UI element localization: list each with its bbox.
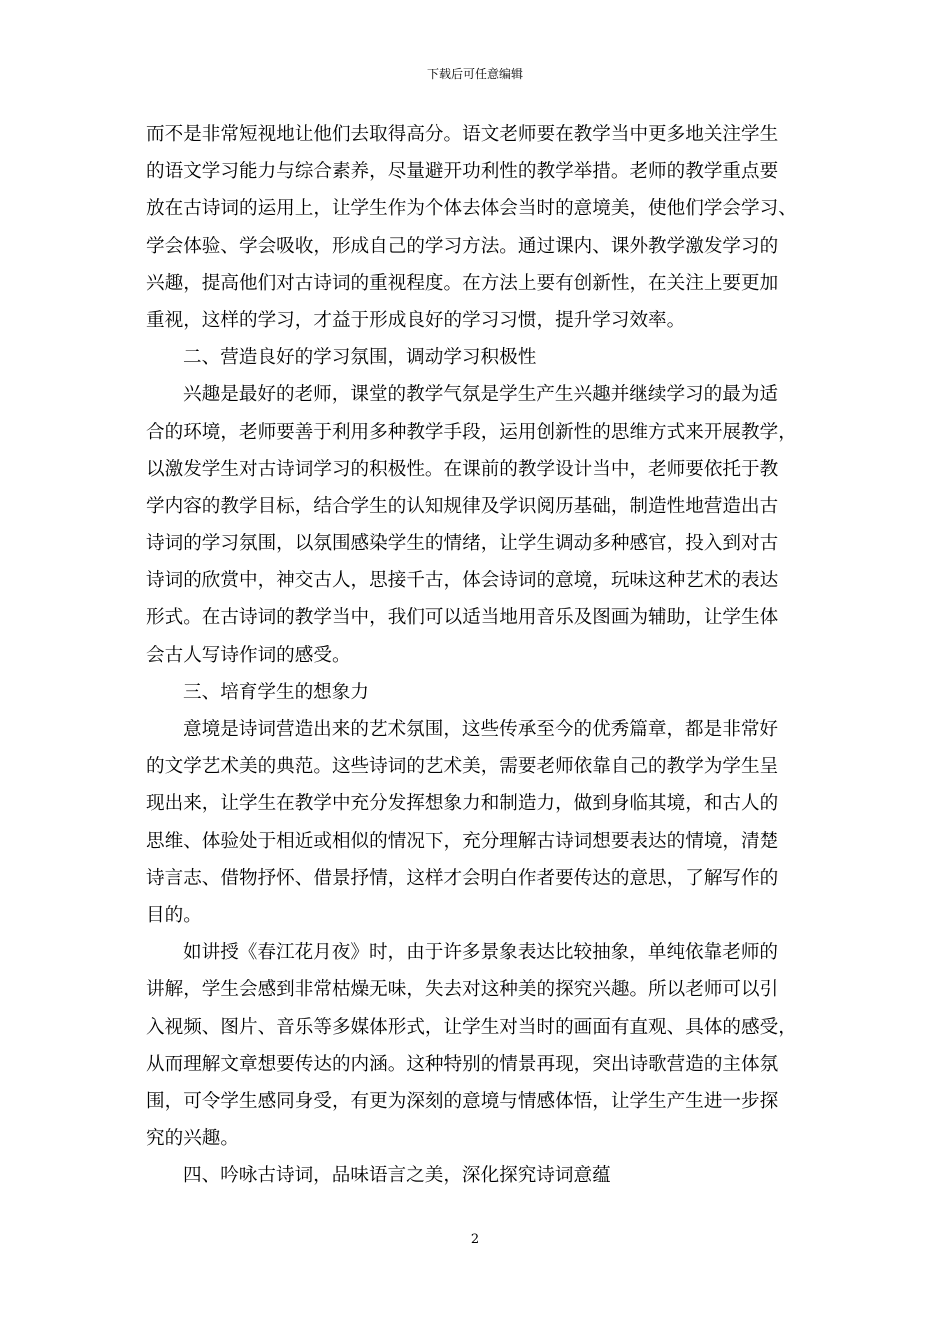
- body-line: 目的。: [146, 904, 202, 926]
- body-line: 究的兴趣。: [146, 1128, 239, 1150]
- page-number: 2: [470, 1232, 480, 1247]
- body-line: 意境是诗词营造出来的艺术氛围，这些传承至今的优秀篇章，都是非常好: [183, 719, 779, 740]
- body-line: 会古人写诗作词的感受。: [146, 644, 351, 666]
- body-line: 重视，这样的学习，才益于形成良好的学习习惯，提升学习效率。: [146, 309, 686, 331]
- body-line: 现出来，让学生在教学中充分发挥想象力和制造力，做到身临其境，和古人的: [146, 793, 779, 815]
- body-line: 围，可令学生感同身受，有更为深刻的意境与情感体悟，让学生产生进一步探: [146, 1090, 779, 1112]
- body-line: 学会体验、学会吸收，形成自己的学习方法。通过课内、课外教学激发学习的: [146, 235, 779, 257]
- body-line: 学内容的教学目标，结合学生的认知规律及学识阅历基础，制造性地营造出古: [146, 495, 779, 517]
- section-heading: 三、培育学生的想象力: [183, 681, 369, 703]
- body-line: 放在古诗词的运用上，让学生作为个体去体会当时的意境美，使他们学会学习、: [146, 198, 797, 220]
- body-line: 讲解，学生会感到非常枯燥无味，失去对这种美的探究兴趣。所以老师可以引: [146, 979, 779, 1001]
- body-line: 以激发学生对古诗词学习的积极性。在课前的教学设计当中，老师要依托于教: [146, 458, 779, 480]
- body-line: 形式。在古诗词的教学当中，我们可以适当地用音乐及图画为辅助，让学生体: [146, 607, 779, 629]
- body-line: 的语文学习能力与综合素养，尽量避开功利性的教学举措。老师的教学重点要: [146, 161, 779, 183]
- document-body: [146, 116, 806, 1194]
- body-line: 合的环境，老师要善于利用多种教学手段，运用创新性的思维方式来开展教学，: [146, 421, 797, 443]
- body-line: 诗词的欣赏中，神交古人，思接千古，体会诗词的意境，玩味这种艺术的表达: [146, 570, 779, 592]
- body-line: 兴趣是最好的老师，课堂的教学气氛是学生产生兴趣并继续学习的最为适: [183, 384, 779, 406]
- page-header: 下载后可任意编辑: [426, 67, 523, 81]
- body-line: 入视频、图片、音乐等多媒体形式，让学生对当时的画面有直观、具体的感受，: [146, 1016, 797, 1038]
- body-line: 而不是非常短视地让他们去取得高分。语文老师要在教学当中更多地关注学生: [146, 124, 779, 145]
- body-line: 从而理解文章想要传达的内涵。这种特别的情景再现，突出诗歌营造的主体氛: [146, 1053, 779, 1075]
- body-line: 诗言志、借物抒怀、借景抒情，这样才会明白作者要传达的意思，了解写作的: [146, 867, 779, 889]
- body-line: 诗词的学习氛围，以氛围感染学生的情绪，让学生调动多种感官，投入到对古: [146, 533, 779, 555]
- body-line: 的文学艺术美的典范。这些诗词的艺术美，需要老师依靠自己的教学为学生呈: [146, 756, 779, 778]
- section-heading: 二、营造良好的学习氛围，调动学习积极性: [183, 347, 537, 369]
- body-line: 兴趣，提高他们对古诗词的重视程度。在方法上要有创新性，在关注上要更加: [146, 272, 779, 294]
- body-line: 如讲授《春江花月夜》时，由于许多景象表达比较抽象，单纯依靠老师的: [183, 942, 779, 964]
- body-line: 思维、体验处于相近或相似的情况下，充分理解古诗词想要表达的情境，清楚: [146, 830, 779, 852]
- section-heading: 四、吟咏古诗词，品味语言之美，深化探究诗词意蕴: [183, 1165, 611, 1187]
